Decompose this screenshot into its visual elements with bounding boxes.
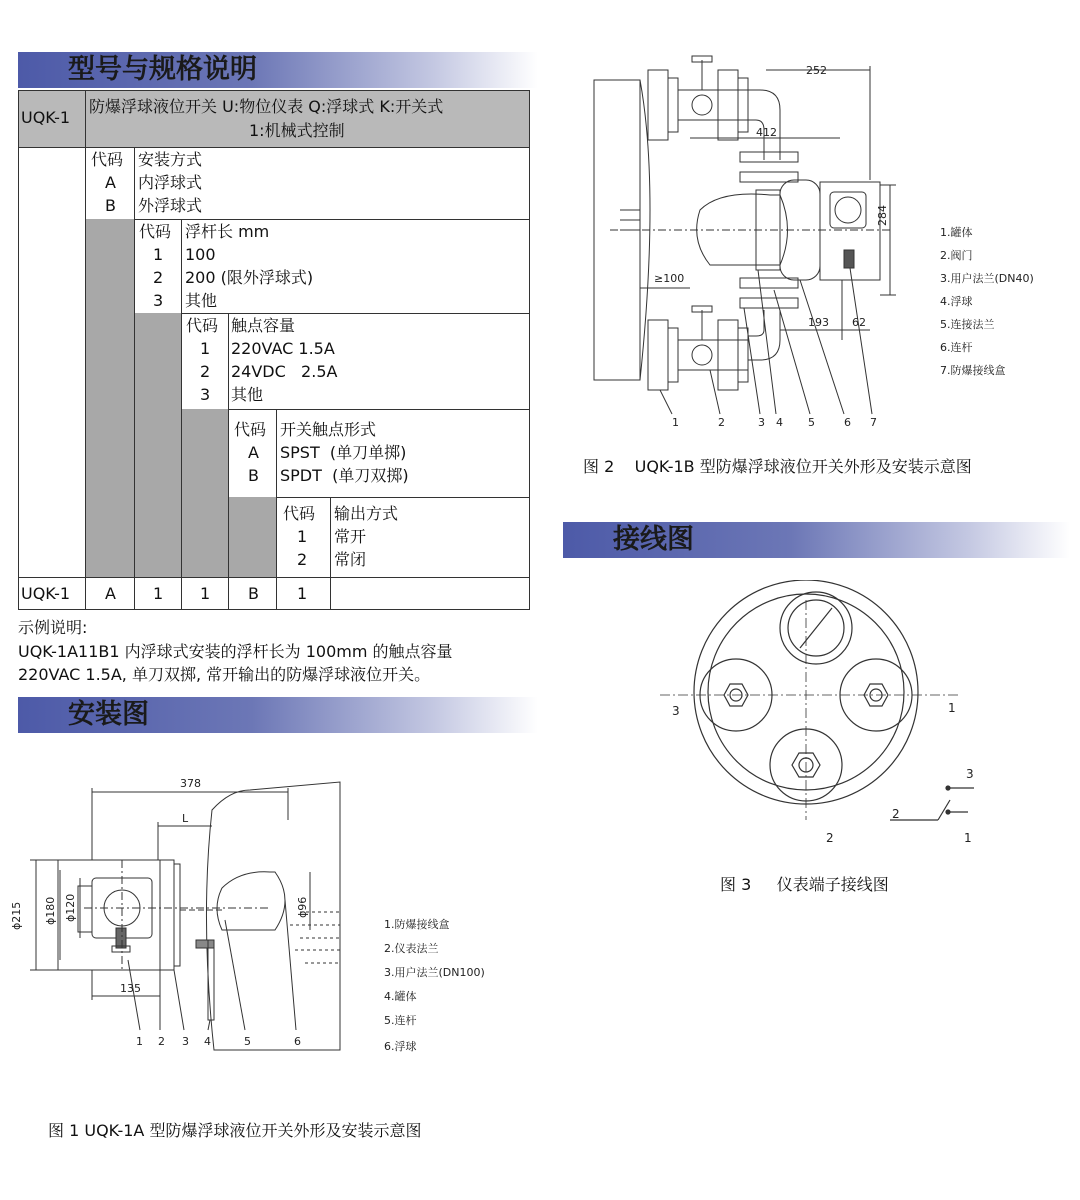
- fig1-legend-3: 3.用户法兰(DN100): [384, 966, 485, 979]
- figure-2-caption: 图 2 UQK-1B 型防爆浮球液位开关外形及安装示意图: [583, 457, 972, 476]
- fig1-callout-2: 2: [158, 1035, 165, 1048]
- fig1-legend-2: 2.仪表法兰: [384, 942, 439, 955]
- step-bar-4: [228, 497, 276, 577]
- figure-3-wiring-diagram: [650, 580, 1070, 860]
- fig2-legend-6: 6.连杆: [940, 341, 973, 354]
- col2-row3-code: 3: [153, 291, 164, 310]
- install-section-banner: [18, 697, 538, 733]
- fig2-legend-7: 7.防爆接线盒: [940, 364, 1006, 377]
- fig2-legend-3: 3.用户法兰(DN40): [940, 272, 1034, 285]
- col3-code-header: 代码: [186, 316, 219, 335]
- model-spec-table: [18, 90, 530, 610]
- fig2-legend-5: 5.连接法兰: [940, 318, 995, 331]
- fig2-callout-1: 1: [672, 416, 679, 429]
- col3-row1-value: 220VAC 1.5A: [231, 339, 335, 358]
- col1-code-header: 代码: [91, 150, 124, 169]
- col3-row3-value: 其他: [231, 385, 264, 404]
- example-row-code4: B: [248, 584, 259, 603]
- example-row-code5: 1: [297, 584, 308, 603]
- step-bar-2: [134, 313, 181, 577]
- fig1-dim-135: 135: [120, 982, 141, 995]
- col1-row2-code: B: [105, 196, 116, 215]
- wiring-section-banner: [563, 522, 1070, 558]
- col2-row1-value: 100: [185, 245, 216, 264]
- fig2-legend-4: 4.浮球: [940, 295, 973, 308]
- fig3-switch-1: 1: [964, 831, 972, 845]
- fig1-callout-4: 4: [204, 1035, 211, 1048]
- col2-code-header: 代码: [139, 222, 172, 241]
- fig3-label-bottom: 2: [826, 831, 834, 845]
- fig1-dim-120: ϕ120: [64, 893, 77, 922]
- fig1-dim-378: 378: [180, 777, 201, 790]
- col4-name-header: 开关触点形式: [280, 420, 377, 439]
- example-row-code3: 1: [200, 584, 211, 603]
- fig1-callout-3: 3: [182, 1035, 189, 1048]
- col5-row1-value: 常开: [334, 527, 367, 546]
- fig2-dim-62: 62: [852, 316, 866, 329]
- col5-row2-code: 2: [297, 550, 308, 569]
- col4-row1-code: A: [248, 443, 259, 462]
- col4-row2-code: B: [248, 466, 259, 485]
- example-row-code1: A: [105, 584, 116, 603]
- col3-row2-code: 2: [200, 362, 211, 381]
- fig2-callout-5: 5: [808, 416, 815, 429]
- fig2-callout-2: 2: [718, 416, 725, 429]
- table-title-line2: 1:机械式控制: [249, 121, 345, 140]
- fig1-callout-6: 6: [294, 1035, 301, 1048]
- spec-section-banner: [18, 52, 538, 88]
- col2-row1-code: 1: [153, 245, 164, 264]
- model-code: UQK-1: [21, 108, 71, 127]
- col1-name-header: 安装方式: [138, 150, 203, 169]
- col1-row2-value: 外浮球式: [138, 196, 203, 215]
- fig1-dim-180: ϕ180: [44, 896, 57, 925]
- example-row-model: UQK-1: [21, 584, 71, 603]
- install-section-title: 安装图: [68, 699, 149, 730]
- fig3-label-right: 1: [948, 701, 956, 715]
- example-row-code2: 1: [153, 584, 164, 603]
- col3-row3-code: 3: [200, 385, 211, 404]
- col1-row1-value: 内浮球式: [138, 173, 203, 192]
- col2-row2-code: 2: [153, 268, 164, 287]
- col3-row2-value: 24VDC 2.5A: [231, 362, 338, 381]
- fig3-switch-3: 3: [966, 767, 974, 781]
- col5-row2-value: 常闭: [334, 550, 367, 569]
- fig2-legend-1: 1.罐体: [940, 226, 973, 239]
- col5-row1-code: 1: [297, 527, 308, 546]
- fig1-callout-5: 5: [244, 1035, 251, 1048]
- col4-row1-value: SPST (单刀单掷): [280, 443, 407, 462]
- fig1-legend-5: 5.连杆: [384, 1014, 417, 1027]
- col2-name-header: 浮杆长 mm: [185, 222, 270, 241]
- fig1-legend-6: 6.浮球: [384, 1040, 417, 1053]
- fig2-callout-6: 6: [844, 416, 851, 429]
- fig2-callout-7: 7: [870, 416, 877, 429]
- figure-1-install-drawing: [0, 760, 560, 1090]
- fig3-label-left: 3: [672, 704, 680, 718]
- fig1-dim-96: ϕ96: [296, 896, 309, 918]
- fig3-switch-2: 2: [892, 807, 900, 821]
- col3-name-header: 触点容量: [231, 316, 296, 335]
- example-line1: UQK-1A11B1 内浮球式安装的浮杆长为 100mm 的触点容量: [18, 642, 453, 661]
- col1-row1-code: A: [105, 173, 116, 192]
- col2-row3-value: 其他: [185, 291, 218, 310]
- fig1-legend-4: 4.罐体: [384, 990, 417, 1003]
- fig2-legend-2: 2.阀门: [940, 249, 973, 262]
- example-line2: 220VAC 1.5A, 单刀双掷, 常开输出的防爆浮球液位开关。: [18, 665, 431, 684]
- fig1-dim-L: L: [182, 812, 189, 825]
- fig2-dim-100: ≥100: [654, 272, 685, 285]
- col2-row2-value: 200 (限外浮球式): [185, 268, 314, 287]
- step-bar-1: [86, 219, 134, 577]
- step-bar-3: [181, 409, 228, 577]
- fig2-dim-284: 284: [876, 205, 889, 226]
- col5-code-header: 代码: [283, 504, 316, 523]
- col4-row2-value: SPDT (单刀双掷): [280, 466, 409, 485]
- col4-code-header: 代码: [234, 420, 267, 439]
- fig1-legend-1: 1.防爆接线盒: [384, 918, 450, 931]
- fig2-dim-252: 252: [806, 64, 827, 77]
- spec-section-title: 型号与规格说明: [68, 54, 257, 85]
- table-title-line1: 防爆浮球液位开关 U:物位仪表 Q:浮球式 K:开关式: [89, 97, 444, 116]
- fig2-dim-193: 193: [808, 316, 829, 329]
- col5-name-header: 输出方式: [334, 504, 399, 523]
- figure-3-caption: 图 3 仪表端子接线图: [720, 875, 889, 894]
- fig1-dim-215: ϕ215: [10, 901, 23, 930]
- fig2-callout-4: 4: [776, 416, 783, 429]
- wiring-section-title: 接线图: [613, 524, 694, 555]
- figure-2-install-drawing: [580, 40, 1070, 430]
- fig1-callout-1: 1: [136, 1035, 143, 1048]
- fig2-callout-3: 3: [758, 416, 765, 429]
- col3-row1-code: 1: [200, 339, 211, 358]
- fig2-dim-412: 412: [756, 126, 777, 139]
- example-label: 示例说明:: [18, 618, 88, 637]
- figure-1-caption: 图 1 UQK-1A 型防爆浮球液位开关外形及安装示意图: [48, 1121, 422, 1140]
